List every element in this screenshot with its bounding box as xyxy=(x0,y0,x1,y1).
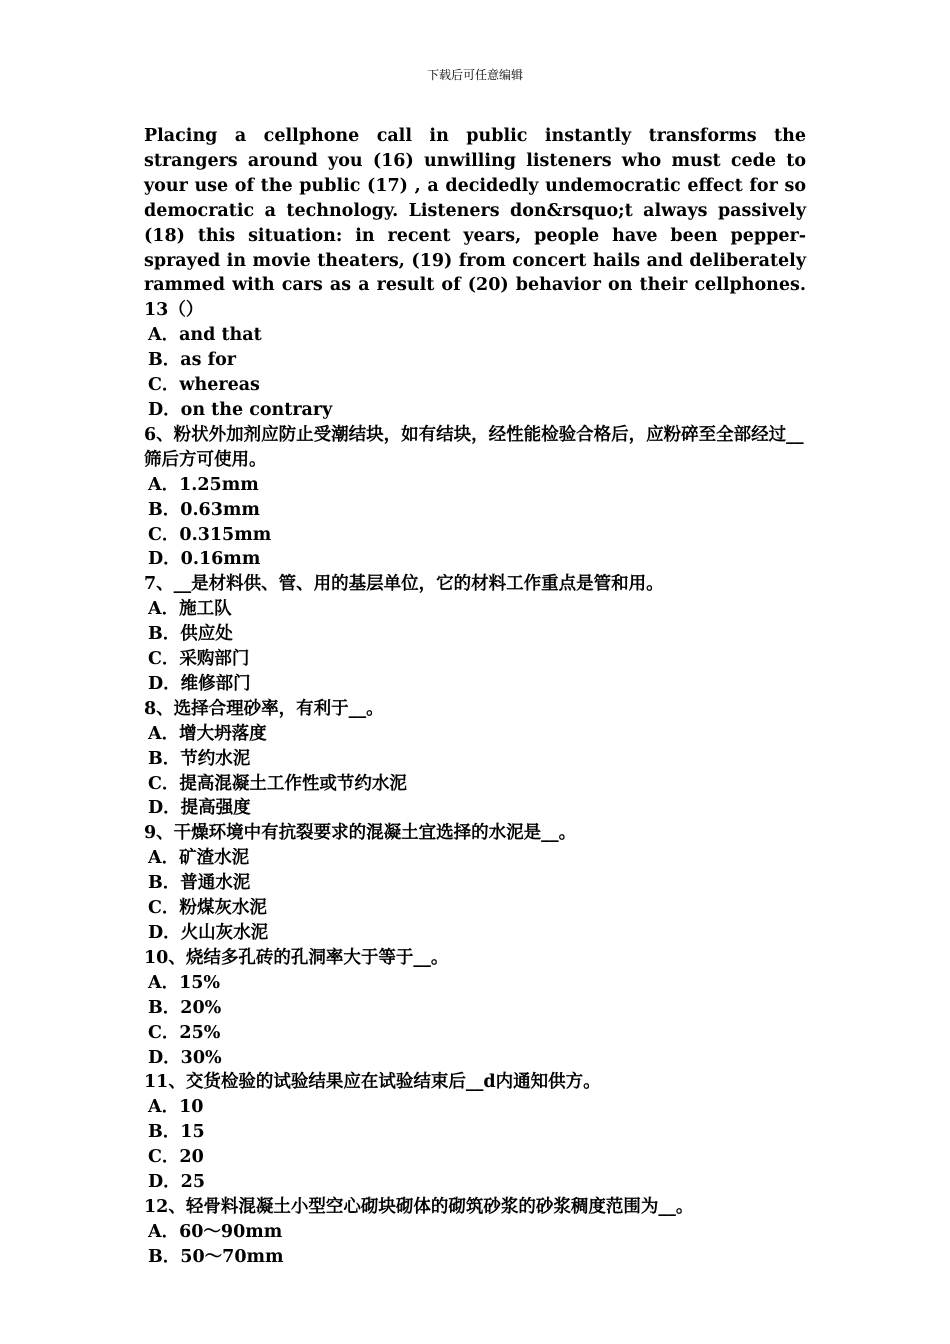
option-b: B．as for xyxy=(148,350,236,371)
option-c: C．粉煤灰水泥 xyxy=(148,898,267,919)
option-a: A．10 xyxy=(148,1097,204,1118)
option-d: D．火山灰水泥 xyxy=(148,923,269,943)
question-12 xyxy=(144,1195,806,1270)
option-c: C．whereas xyxy=(148,375,260,396)
question-8 xyxy=(144,697,806,822)
question-stem: 7、__是材料供、管、用的基层单位，它的材料工作重点是管和用。 xyxy=(144,574,664,595)
option-b: B．15 xyxy=(148,1122,205,1143)
question-stem: 12、轻骨料混凝土小型空心砌块砌体的砌筑砂浆的砂浆稠度范围为__。 xyxy=(144,1196,694,1217)
option-a: A．1.25mm xyxy=(148,474,259,495)
option-b: B．50～70mm xyxy=(148,1246,284,1267)
option-b: B．节约水泥 xyxy=(148,748,251,769)
option-a: A．施工队 xyxy=(148,599,232,620)
option-b: B．普通水泥 xyxy=(148,873,251,894)
option-d: D．提高强度 xyxy=(148,798,251,819)
option-a: A．15% xyxy=(148,972,221,993)
option-c: C．采购部门 xyxy=(148,649,250,670)
option-d: D．on the contrary xyxy=(148,399,333,420)
option-d: D．25 xyxy=(148,1172,206,1193)
question-10 xyxy=(144,946,806,1071)
option-a: A．矿渣水泥 xyxy=(148,848,250,869)
option-a: A．and that xyxy=(148,325,262,346)
question-stem: 10、烧结多孔砖的孔洞率大于等于__。 xyxy=(144,947,449,968)
question-7 xyxy=(144,572,806,697)
question-6 xyxy=(144,423,806,572)
option-d: D．维修部门 xyxy=(148,673,251,694)
question-stem: 11、交货检验的试验结果应在试验结束后__d内通知供方。 xyxy=(144,1072,601,1093)
option-b: B．供应处 xyxy=(148,624,233,645)
option-b: B．0.63mm xyxy=(148,499,260,520)
option-c: C．20 xyxy=(148,1147,204,1168)
option-c: C．0.315mm xyxy=(148,524,272,545)
option-b: B．20% xyxy=(148,997,222,1018)
option-a: A．增大坍落度 xyxy=(148,723,267,744)
question-stem: 9、干燥环境中有抗裂要求的混凝土宜选择的水泥是__。 xyxy=(144,823,577,844)
question-stem: 8、选择合理砂率，有利于__。 xyxy=(144,698,384,719)
question-11 xyxy=(144,1070,806,1195)
option-c: C．25% xyxy=(148,1022,221,1043)
passage-text: Placing a cellphone call in public instantly transforms the strangers around you (16) unwilling listeners who must cede to your use of the public (17) , a decidedly undemocratic effect for so democratic a technology. Listeners don&rsquo;t always passively (18) this situation: in recent years, people have been pepper-sprayed in movie theaters, (19) from concert hails and deliberately rammed with cars as a result of (20) behavior on their cellphones. 13（） xyxy=(144,126,806,321)
option-c: C．提高混凝土工作性或节约水泥 xyxy=(148,773,407,794)
option-d: D．30% xyxy=(148,1047,222,1068)
passage-options xyxy=(144,323,806,423)
option-a: A．60～90mm xyxy=(148,1221,283,1242)
question-9 xyxy=(144,821,806,946)
option-d: D．0.16mm xyxy=(148,549,261,570)
page-header: 下载后可任意编辑 xyxy=(426,68,523,82)
document-body xyxy=(144,124,806,1270)
question-stem: 6、粉状外加剂应防止受潮结块，如有结块，经性能检验合格后，应粉碎至全部经过__筛后方可使用。 xyxy=(144,424,804,470)
